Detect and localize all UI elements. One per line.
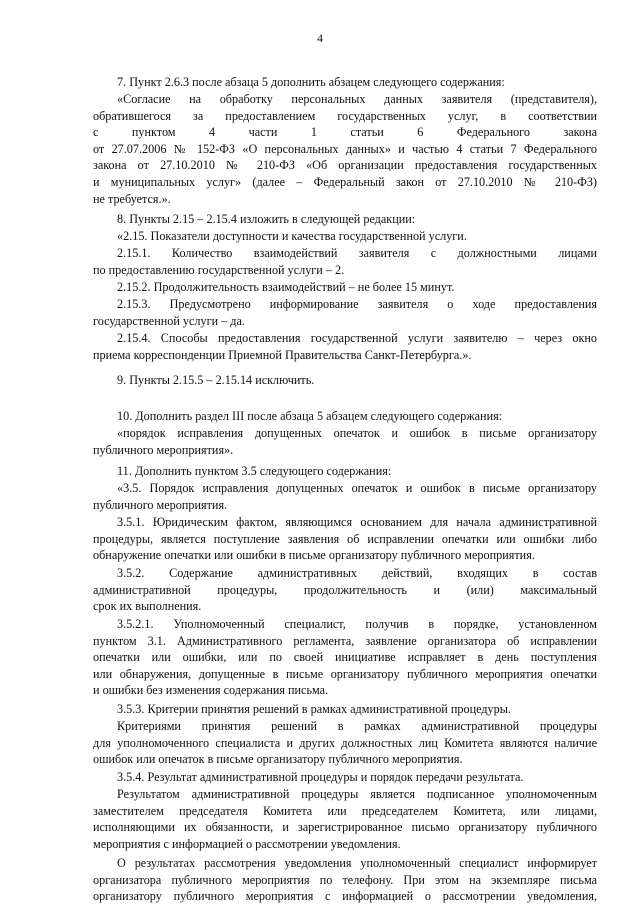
text-line: пунктом 3.1. Административного регламента, заявление организатора об исправлении	[93, 633, 597, 648]
page-number: 4	[317, 31, 323, 45]
text-line: от 27.07.2006 № 152-ФЗ «О персональных данных» и частью 4 статьи 7 Федерального	[93, 141, 597, 156]
paragraph	[93, 330, 597, 363]
paragraph	[93, 228, 597, 245]
paragraph	[93, 718, 597, 768]
text-line: закона от 27.10.2010 № 210-ФЗ «Об организации предоставления государственных	[93, 158, 597, 173]
text-line: 3.5.1. Юридическим фактом, являющимся основанием для начала административной	[117, 515, 597, 529]
text-line: организатору публичного мероприятия с информацией о рассмотрении уведомления,	[93, 889, 597, 904]
paragraph	[93, 74, 597, 91]
text-line: и муниципальных услуг» (далее – Федеральный закон от 27.10.2010 № 210-ФЗ)	[93, 174, 597, 189]
text-line: «Согласие на обработку персональных данных заявителя (представителя),	[117, 92, 597, 106]
text-line: 7. Пункт 2.6.3 после абзаца 5 дополнить абзацем следующего содержания:	[117, 75, 505, 89]
text-line: 2.15.2. Продолжительность взаимодействий – не более 15 минут.	[117, 280, 455, 294]
paragraph	[93, 769, 597, 786]
paragraph	[93, 372, 597, 389]
text-line: 8. Пункты 2.15 – 2.15.4 изложить в следующей редакции:	[117, 212, 416, 226]
paragraph	[93, 91, 597, 207]
text-line: публичного мероприятия».	[93, 442, 234, 457]
text-line: О результатах рассмотрения уведомления уполномоченный специалист информирует	[117, 856, 597, 870]
text-line: 10. Дополнить раздел III после абзаца 5 абзацем следующего содержания:	[117, 409, 503, 423]
text-line: 3.5.3. Критерии принятия решений в рамках административной процедуры.	[117, 702, 511, 716]
text-line: публичного мероприятия.	[93, 497, 228, 512]
text-line: 3.5.2. Содержание административных действий, входящих в состав	[117, 566, 597, 580]
text-line: приема корреспонденции Приемной Правительства Санкт-Петербурга.».	[93, 347, 472, 362]
text-line: исполняющими их обязанности, и зарегистрированное письмо организатору публичного	[93, 820, 597, 835]
text-line: мероприятия с информацией о рассмотрении уведомления.	[93, 836, 401, 851]
text-line: обнаружение опечатки или ошибки в письме организатору публичного мероприятия.	[93, 548, 535, 563]
text-line: процедуры, является поступление заявления об исправлении опечатки или ошибки либо	[93, 531, 597, 546]
text-line: ошибок или опечаток в письме организатору публичного мероприятия.	[93, 752, 463, 767]
paragraph	[93, 245, 597, 278]
paragraph	[93, 211, 597, 228]
paragraph	[93, 463, 597, 480]
text-line: 2.15.4. Способы предоставления государственной услуги заявителю – через окно	[117, 331, 597, 345]
paragraph	[93, 616, 597, 699]
text-line: не требуется.».	[93, 191, 171, 206]
paragraph	[93, 279, 597, 296]
text-line: административной процедуры, продолжительность и (или) максимальный	[93, 582, 597, 597]
text-line: обратившегося за предоставлением государственных услуг, в соответствии	[93, 108, 597, 123]
text-line: «порядок исправления допущенных опечаток и ошибок в письме организатору	[117, 426, 597, 440]
text-line: и ошибки без изменения содержания письма.	[93, 683, 329, 698]
paragraph	[93, 514, 597, 564]
text-line: для уполномоченного специалиста и других должностных лиц Комитета являются наличие	[93, 735, 597, 750]
paragraph	[93, 786, 597, 852]
text-line: 3.5.4. Результат административной процедуры и порядок передачи результата.	[117, 770, 524, 784]
text-line: или обнаружения, допущенные в письме организатору публичного мероприятия опечатки	[93, 666, 597, 681]
text-line: Критериями принятия решений в рамках административной процедуры	[117, 719, 597, 733]
text-line: заместителем председателя Комитета или председателем Комитета, или лицами,	[93, 803, 597, 818]
paragraph	[93, 480, 597, 513]
text-line: 2.15.1. Количество взаимодействий заявителя с должностными лицами	[117, 246, 597, 260]
text-line: «3.5. Порядок исправления допущенных опечаток и ошибок в письме организатору	[117, 481, 597, 495]
text-line: 3.5.2.1. Уполномоченный специалист, получив в порядке, установленном	[117, 617, 597, 631]
text-line: опечатки или ошибки, или по своей инициативе исправляет в день поступления	[93, 650, 597, 665]
paragraph	[93, 425, 597, 458]
text-line: по предоставлению государственной услуги – 2.	[93, 262, 345, 277]
text-line: Результатом административной процедуры является подписанное уполномоченным	[117, 787, 597, 801]
text-line: 9. Пункты 2.15.5 – 2.15.14 исключить.	[117, 373, 315, 387]
paragraph	[93, 855, 597, 905]
text-line: 11. Дополнить пунктом 3.5 следующего содержания:	[117, 464, 392, 478]
paragraph	[93, 408, 597, 425]
text-line: срок их выполнения.	[93, 599, 202, 614]
paragraph	[93, 565, 597, 615]
text-line: с пунктом 4 части 1 статьи 6 Федерального закона	[93, 125, 597, 140]
text-line: «2.15. Показатели доступности и качества государственной услуги.	[117, 229, 467, 243]
paragraph	[93, 701, 597, 718]
text-line: государственной услуги – да.	[93, 313, 245, 328]
text-line: организатора публичного мероприятия по телефону. При этом на экземпляре письма	[93, 872, 597, 887]
paragraph	[93, 296, 597, 329]
text-line: 2.15.3. Предусмотрено информирование заявителя о ходе предоставления	[117, 297, 597, 311]
